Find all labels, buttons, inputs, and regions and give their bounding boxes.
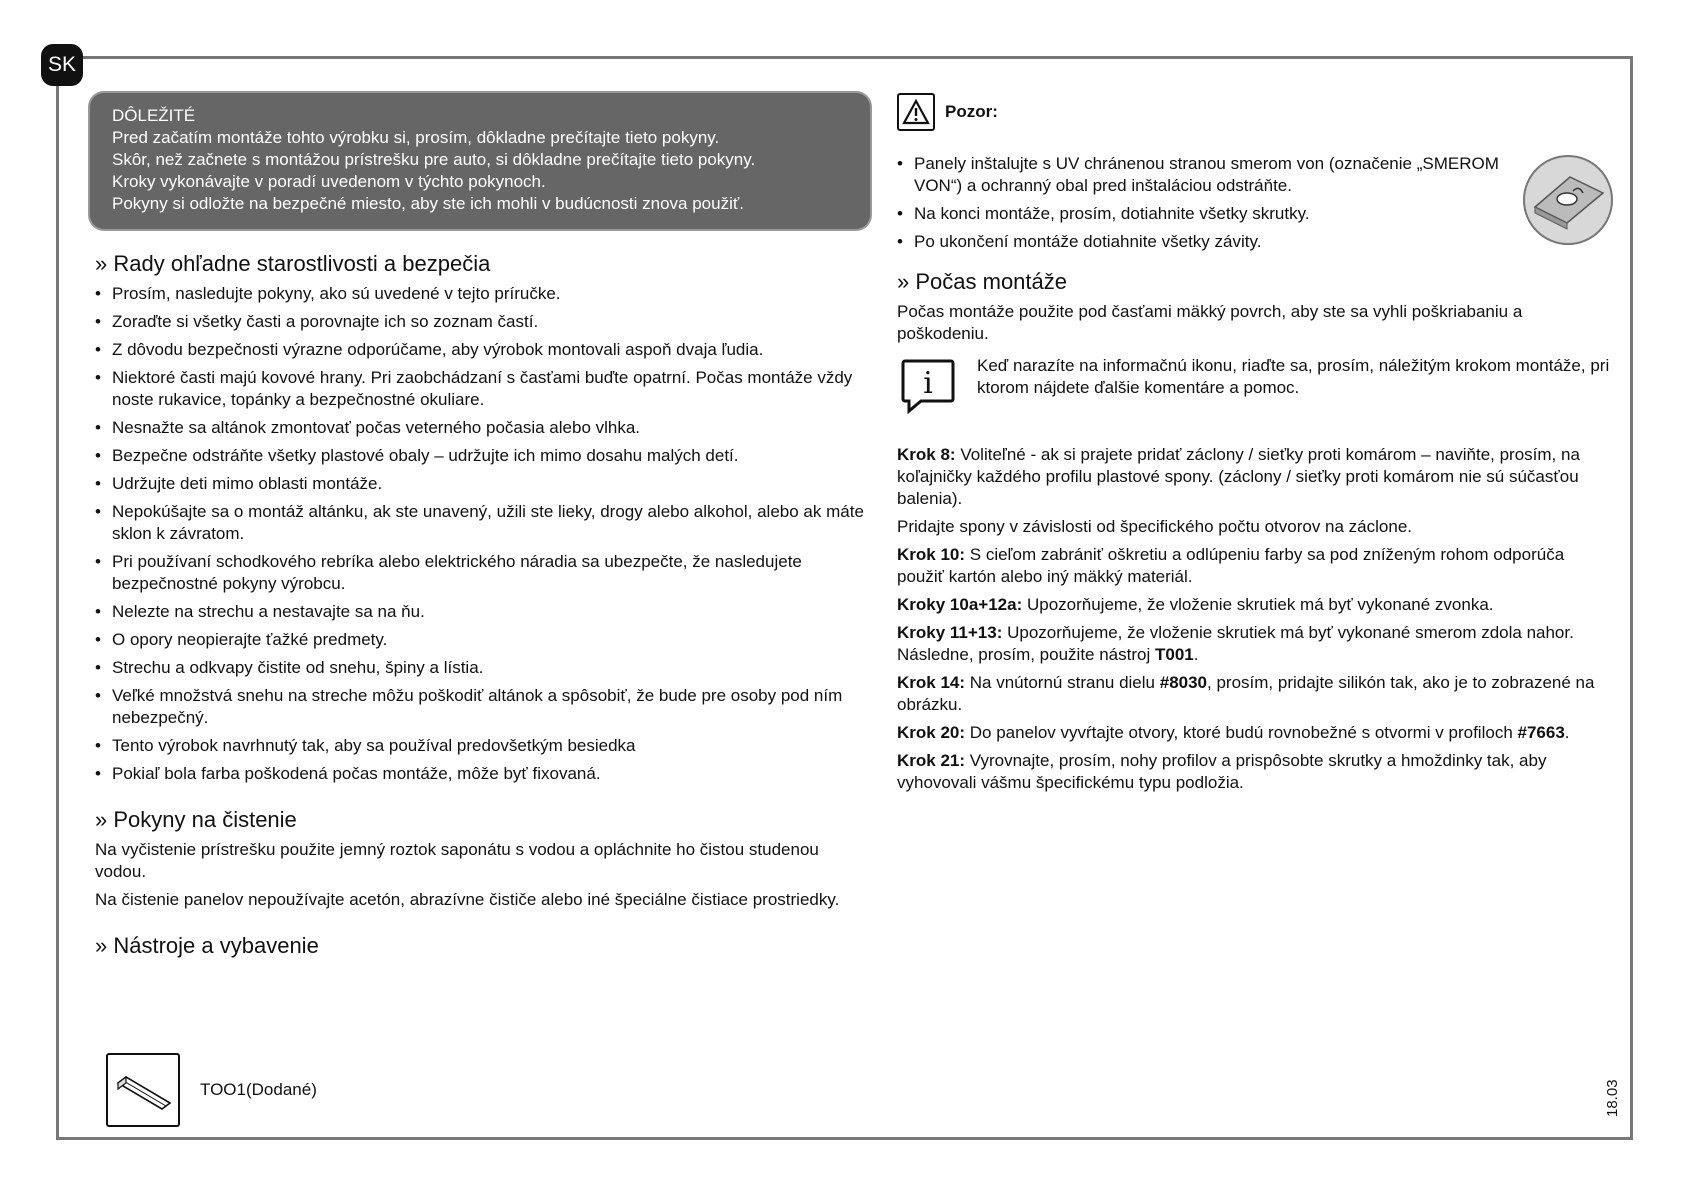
assembly-heading: » Počas montáže <box>897 269 1613 295</box>
steps-list <box>897 444 1613 794</box>
step-label: Krok 14: <box>897 673 966 692</box>
step-text: , prosím, pridajte silikón tak, ako je to zobrazené na obrázku. <box>897 673 1595 714</box>
list-item: • Zoraďte si všetky časti a porovnajte ich so zoznam častí. <box>95 311 870 333</box>
list-item: • Nesnažte sa altánok zmontovať počas veterného počasia alebo vlhka. <box>95 417 870 439</box>
important-title: DÔLEŽITÉ <box>112 106 196 125</box>
step-label: Krok 10: <box>897 545 966 564</box>
step-text: Upozorňujeme, že vloženie skrutiek má byť vykonané smerom zdola nahor. Následne, prosím, použite nástroj <box>897 623 1574 664</box>
important-notice <box>90 93 870 229</box>
list-item: • O opory neopierajte ťažké predmety. <box>95 629 870 651</box>
step-paragraph <box>897 444 1613 510</box>
list-item: • Prosím, nasledujte pokyny, ako sú uvedené v tejto príručke. <box>95 283 870 305</box>
info-icon <box>897 355 957 420</box>
step-text: Voliteľné - ak si prajete pridať záclony / sieťky proti komárom – naviňte, prosím, na koľajničky každého profilu plastové spony. (záclony / sieťky proti komárom nie sú súčasťou balenia). <box>897 445 1580 508</box>
tool-label: TOO1(Dodané) <box>200 1080 317 1099</box>
step-label: Kroky 11+13: <box>897 623 1003 642</box>
tools-heading: » Nástroje a vybavenie <box>95 933 870 959</box>
list-item: • Tento výrobok navrhnutý tak, aby sa používal predovšetkým besiedka <box>95 735 870 757</box>
list-item: • Veľké množstvá snehu na streche môžu poškodiť altánok a spôsobiť, že bude pre osoby pod ním nebezpečný. <box>95 685 870 729</box>
step-paragraph <box>897 544 1613 588</box>
step-text: Upozorňujeme, že vloženie skrutiek má byť vykonané zvonka. <box>1026 595 1494 614</box>
language-badge: SK <box>41 44 83 86</box>
step-text: Na vnútornú stranu dielu <box>969 673 1155 692</box>
list-item: • Pri používaní schodkového rebríka alebo elektrického náradia sa ubezpečte, že nasledujete bezpečnostné pokyny výrobcu. <box>95 551 870 595</box>
caution-row <box>897 153 1613 259</box>
page-number: 18.03 <box>1604 1079 1621 1117</box>
step-text: Vyrovnajte, prosím, nohy profilov a prispôsobte skrutky a hmoždinky tak, aby vyhovovali vášmu špecifickému typu podložia. <box>897 751 1547 792</box>
step-paragraph <box>897 722 1613 744</box>
important-line: Pokyny si odložte na bezpečné miesto, aby ste ich mohli v budúcnosti znova použiť. <box>112 194 744 213</box>
important-line: Kroky vykonávajte v poradí uvedenom v týchto pokynoch. <box>112 172 546 191</box>
list-item: • Udržujte deti mimo oblasti montáže. <box>95 473 870 495</box>
important-line: Pred začatím montáže tohto výrobku si, prosím, dôkladne prečítajte tieto pokyny. <box>112 128 720 147</box>
step-text: Do panelov vyvŕtajte otvory, ktoré budú rovnobežné s otvormi v profiloch <box>969 723 1513 742</box>
list-item: • Pokiaľ bola farba poškodená počas montáže, môže byť fixovaná. <box>95 763 870 785</box>
caution-list <box>897 153 1511 259</box>
step-text: . <box>1193 645 1199 664</box>
step-label: Krok 8: <box>897 445 956 464</box>
screwdriver-bit-icon <box>106 1053 180 1127</box>
caution-title: Pozor: <box>945 102 998 121</box>
cleaning-heading: » Pokyny na čistenie <box>95 807 870 833</box>
step-ref: T001 <box>1154 645 1194 664</box>
uv-panel-illustration-icon <box>1523 155 1613 245</box>
warning-icon <box>897 93 935 131</box>
safety-heading: » Rady ohľadne starostlivosti a bezpečia <box>95 251 870 277</box>
step-paragraph <box>897 672 1613 716</box>
step-text: . <box>1564 723 1570 742</box>
list-item: • Strechu a odkvapy čistite od snehu, špiny a lístia. <box>95 657 870 679</box>
step-paragraph <box>897 750 1613 794</box>
cleaning-paragraph: Na čistenie panelov nepoužívajte acetón, abrazívne čističe alebo iné špeciálne čistiace prostriedky. <box>95 890 840 909</box>
list-item: • Bezpečne odstráňte všetky plastové obaly – udržujte ich mimo dosahu malých detí. <box>95 445 870 467</box>
info-text: Keď narazíte na informačnú ikonu, riaďte sa, prosím, náležitým krokom montáže, pri ktorom nájdete ďalšie komentáre a pomoc. <box>977 356 1610 397</box>
step-paragraph <box>897 516 1613 538</box>
step-label: Krok 21: <box>897 751 966 770</box>
step-ref: #8030 <box>1159 673 1208 692</box>
step-label: Krok 20: <box>897 723 966 742</box>
caution-header <box>897 93 1613 131</box>
list-item: • Z dôvodu bezpečnosti výrazne odporúčame, aby výrobok montovali aspoň dvaja ľudia. <box>95 339 870 361</box>
cleaning-paragraph: Na vyčistenie prístrešku použite jemný roztok saponátu s vodou a opláchnite ho čistou studenou vodou. <box>95 840 819 881</box>
step-paragraph <box>897 594 1613 616</box>
list-item: • Po ukončení montáže dotiahnite všetky závity. <box>897 231 1511 253</box>
safety-list <box>90 283 870 785</box>
list-item: • Na konci montáže, prosím, dotiahnite všetky skrutky. <box>897 203 1511 225</box>
step-text: S cieľom zabrániť oškretiu a odlúpeniu farby sa pod zníženým rohom odporúča použiť kartón alebo iný mäkký materiál. <box>897 545 1565 586</box>
right-column <box>897 93 1613 800</box>
list-item: • Nelezte na strechu a nestavajte sa na ňu. <box>95 601 870 623</box>
list-item: • Nepokúšajte sa o montáž altánku, ak ste unavený, užili ste lieky, drogy alebo alkohol, alebo ak máte sklon k závratom. <box>95 501 870 545</box>
left-column <box>90 93 870 965</box>
step-text: Pridajte spony v závislosti od špecifického počtu otvorov na záclone. <box>897 517 1412 536</box>
step-paragraph <box>897 622 1613 666</box>
important-line: Skôr, než začnete s montážou prístrešku pre auto, si dôkladne prečítajte tieto pokyny. <box>112 150 756 169</box>
tool-item <box>106 1053 317 1127</box>
assembly-intro: Počas montáže použite pod časťami mäkký povrch, aby ste sa vyhli poškriabaniu a poškodeniu. <box>897 302 1523 343</box>
step-label: Kroky 10a+12a: <box>897 595 1023 614</box>
svg-text:i: i <box>923 366 933 401</box>
info-note <box>897 355 1613 420</box>
list-item: • Niektoré časti majú kovové hrany. Pri zaobchádzaní s časťami buďte opatrní. Počas montáže vždy noste rukavice, topánky a bezpečnostné okuliare. <box>95 367 870 411</box>
list-item: • Panely inštalujte s UV chránenou stranou smerom von (označenie „SMEROM VON“) a ochranný obal pred inštaláciou odstráňte. <box>897 153 1511 197</box>
step-ref: #7663 <box>1517 723 1565 742</box>
